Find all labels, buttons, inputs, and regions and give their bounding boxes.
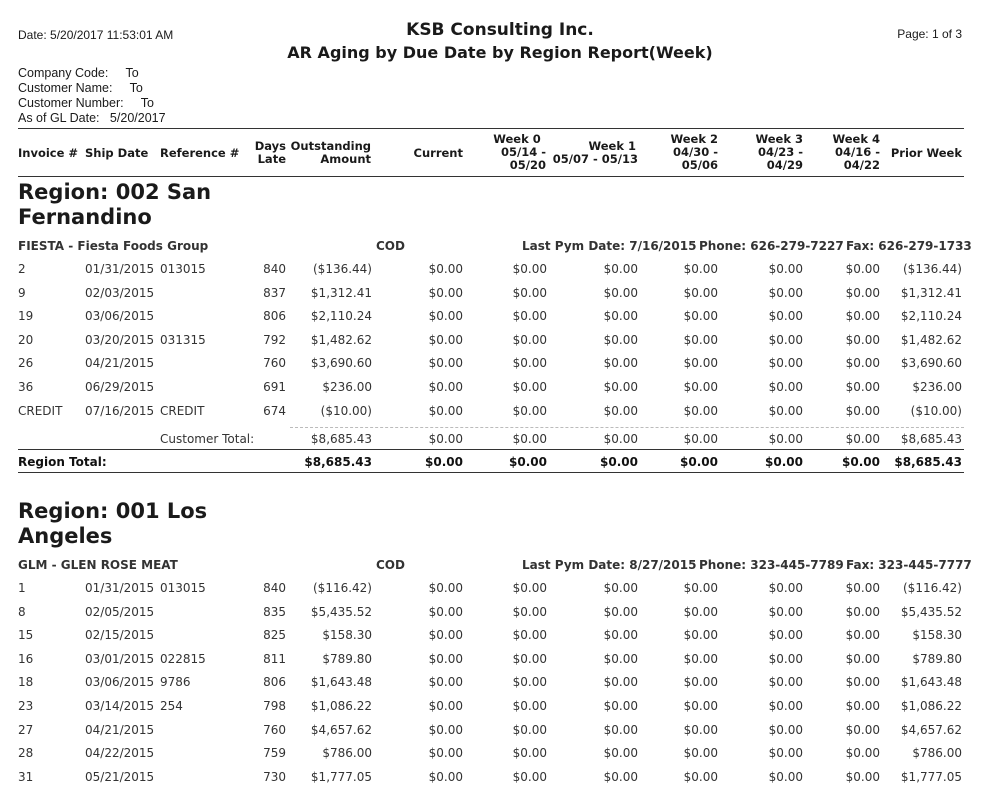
cell-out: $2,110.24 (310, 309, 372, 324)
cell-cur: $0.00 (428, 403, 463, 418)
cell-ref: 9786 (160, 675, 191, 690)
cell-inv: 1 (18, 581, 26, 595)
cell-ref: CREDIT (160, 403, 205, 418)
cell-out: $1,482.62 (310, 332, 372, 347)
table-row (0, 605, 1000, 625)
cell-out: $789.80 (322, 651, 372, 666)
col-week-0: Week 0 05/14 - 05/20 (493, 132, 546, 172)
cell-cur: $0.00 (428, 332, 463, 347)
cell-w1: $0.00 (603, 332, 638, 347)
cell-inv: 23 (18, 699, 34, 713)
cell-w1: $0.00 (603, 651, 638, 666)
table-row (0, 723, 1000, 743)
cell-w0: $0.00 (512, 604, 547, 619)
cell-cur: $0.00 (428, 356, 463, 371)
cell-cur: $0.00 (428, 581, 463, 595)
cell-inv: 28 (18, 746, 34, 761)
cell-days: 837 (263, 285, 286, 300)
customer-terms: COD (376, 558, 405, 572)
cell-out: ($10.00) (320, 403, 372, 418)
cell-w1: $0.00 (603, 309, 638, 324)
cell-w4: $0.00 (845, 285, 880, 300)
cell-inv: 18 (18, 675, 34, 690)
cell-prior: $1,312.41 (900, 285, 962, 300)
cell-w2: $0.00 (683, 403, 718, 418)
cell-out: $1,312.41 (310, 285, 372, 300)
cell-w2: $0.00 (683, 604, 718, 619)
cell-prior: $236.00 (912, 380, 962, 394)
customer-name: GLM - GLEN ROSE MEAT (18, 558, 178, 572)
cell-w4: $0.00 (845, 628, 880, 643)
cell-days: 730 (263, 769, 286, 784)
cell-days: 840 (263, 581, 286, 595)
cell-ship: 03/01/2015 (85, 651, 155, 666)
cell-inv: 15 (18, 628, 34, 643)
cell-ref: 031315 (160, 332, 206, 347)
cell-cur: $0.00 (428, 675, 463, 690)
cell-inv: 16 (18, 651, 34, 666)
customer-terms: COD (376, 239, 405, 253)
customer-total-row: Customer Total: $8,685.43 $0.00 $0.00 $0.00 $0.00 $0.00 $0.00 $8,685.43 (160, 432, 962, 446)
header-bottom-rule (18, 176, 964, 177)
cell-w1: $0.00 (603, 403, 638, 418)
customer-last-payment: Last Pym Date: 8/27/2015 (522, 558, 697, 572)
cell-w2: $0.00 (683, 769, 718, 784)
cell-inv: 26 (18, 356, 34, 371)
cell-ship: 03/20/2015 (85, 332, 155, 347)
cell-out: $236.00 (322, 380, 372, 394)
region-total-label: Region Total: (18, 455, 107, 469)
cell-ship: 04/22/2015 (85, 746, 155, 761)
cell-w4: $0.00 (845, 262, 880, 276)
cell-w4: $0.00 (845, 651, 880, 666)
cell-w3: $0.00 (768, 746, 803, 761)
cell-inv: 31 (18, 769, 34, 784)
cell-days: 825 (263, 628, 286, 643)
cell-out: $1,643.48 (310, 675, 372, 690)
cell-days: 760 (263, 356, 286, 371)
col-invoice: Invoice # (18, 146, 79, 160)
table-row (0, 404, 1000, 424)
cell-w2: $0.00 (683, 380, 718, 394)
cell-w0: $0.00 (512, 675, 547, 690)
cell-prior: $1,777.05 (900, 769, 962, 784)
cell-w2: $0.00 (683, 356, 718, 371)
cell-cur: $0.00 (428, 262, 463, 276)
customer-name: FIESTA - Fiesta Foods Group (18, 239, 209, 253)
subtotal-divider (290, 427, 964, 428)
cell-cur: $0.00 (428, 769, 463, 784)
cell-w3: $0.00 (768, 262, 803, 276)
cell-w3: $0.00 (768, 332, 803, 347)
cell-days: 691 (263, 380, 286, 394)
cell-w0: $0.00 (512, 403, 547, 418)
cell-w3: $0.00 (768, 380, 803, 394)
cell-w0: $0.00 (512, 699, 547, 713)
report-date: Date: 5/20/2017 11:53:01 AM (18, 28, 174, 42)
cell-ship: 02/03/2015 (85, 285, 155, 300)
table-row (0, 699, 1000, 719)
col-week-4: Week 4 04/16 - 04/22 (832, 132, 880, 172)
cell-w4: $0.00 (845, 675, 880, 690)
cell-out: $4,657.62 (310, 722, 372, 737)
cell-ref: 013015 (160, 262, 206, 276)
cell-out: $158.30 (322, 628, 372, 643)
cell-cur: $0.00 (428, 746, 463, 761)
customer-phone: Phone: 626-279-7227 (699, 239, 844, 253)
cell-prior: ($136.44) (903, 262, 962, 276)
cell-prior: $1,482.62 (900, 332, 962, 347)
cell-w1: $0.00 (603, 285, 638, 300)
cell-w0: $0.00 (512, 285, 547, 300)
cell-w0: $0.00 (512, 309, 547, 324)
report-title: AR Aging by Due Date by Region Report(Week) (287, 43, 713, 62)
col-days-late: Days Late (254, 139, 286, 166)
cell-ref: 022815 (160, 651, 206, 666)
cell-w2: $0.00 (683, 675, 718, 690)
cell-prior: ($116.42) (903, 581, 962, 595)
cell-w0: $0.00 (512, 356, 547, 371)
cell-w3: $0.00 (768, 699, 803, 713)
cell-w2: $0.00 (683, 628, 718, 643)
cell-ship: 04/21/2015 (85, 722, 155, 737)
cell-out: $786.00 (322, 746, 372, 761)
cell-w2: $0.00 (683, 262, 718, 276)
report-parameters (18, 66, 166, 126)
cell-w3: $0.00 (768, 675, 803, 690)
cell-w4: $0.00 (845, 699, 880, 713)
param-customer-number: Customer Number: To (18, 96, 154, 110)
col-reference: Reference # (160, 146, 240, 160)
cell-w4: $0.00 (845, 380, 880, 394)
cell-inv: 36 (18, 380, 34, 394)
cell-w1: $0.00 (603, 722, 638, 737)
cell-inv: 9 (18, 285, 26, 300)
cell-prior: $4,657.62 (900, 722, 962, 737)
cell-ship: 02/05/2015 (85, 604, 155, 619)
cell-days: 759 (263, 746, 286, 761)
cell-w4: $0.00 (845, 403, 880, 418)
cell-w3: $0.00 (768, 628, 803, 643)
cell-w0: $0.00 (512, 722, 547, 737)
cell-w0: $0.00 (512, 262, 547, 276)
col-prior-week: Prior Week (890, 146, 962, 160)
cell-days: 835 (263, 604, 286, 619)
cell-cur: $0.00 (428, 285, 463, 300)
cell-prior: $5,435.52 (900, 604, 962, 619)
cell-w3: $0.00 (768, 722, 803, 737)
cell-days: 792 (263, 332, 286, 347)
cell-w3: $0.00 (768, 604, 803, 619)
cell-ship: 05/21/2015 (85, 769, 155, 784)
cell-days: 806 (263, 675, 286, 690)
table-row (0, 581, 1000, 601)
cell-cur: $0.00 (428, 722, 463, 737)
cell-days: 760 (263, 722, 286, 737)
cell-ship: 06/29/2015 (85, 380, 155, 394)
cell-w1: $0.00 (603, 699, 638, 713)
cell-w1: $0.00 (603, 675, 638, 690)
cell-w4: $0.00 (845, 332, 880, 347)
cell-prior: $789.80 (912, 651, 962, 666)
cell-prior: $2,110.24 (900, 309, 962, 324)
company-name: KSB Consulting Inc. (406, 20, 594, 40)
cell-w0: $0.00 (512, 746, 547, 761)
cell-out: ($136.44) (313, 262, 372, 276)
cell-out: $3,690.60 (310, 356, 372, 371)
cell-w3: $0.00 (768, 769, 803, 784)
table-row (0, 333, 1000, 353)
cell-w2: $0.00 (683, 332, 718, 347)
cell-days: 674 (263, 403, 286, 418)
table-row (0, 309, 1000, 329)
cell-w0: $0.00 (512, 380, 547, 394)
region-total-top-rule (18, 449, 964, 450)
cell-w1: $0.00 (603, 746, 638, 761)
region-title: Region: 001 Los Angeles (18, 499, 208, 548)
cell-w0: $0.00 (512, 581, 547, 595)
cell-ref: 254 (160, 699, 183, 713)
cell-w2: $0.00 (683, 722, 718, 737)
cell-w1: $0.00 (603, 262, 638, 276)
col-week-1: Week 1 05/07 - 05/13 (552, 139, 638, 166)
cell-ship: 01/31/2015 (85, 581, 155, 595)
cell-w4: $0.00 (845, 604, 880, 619)
cell-days: 806 (263, 309, 286, 324)
table-row (0, 356, 1000, 376)
col-current: Current (413, 146, 463, 160)
col-week-3: Week 3 04/23 - 04/29 (755, 132, 803, 172)
cell-w2: $0.00 (683, 746, 718, 761)
table-row (0, 628, 1000, 648)
cell-inv: 2 (18, 262, 26, 276)
table-row (0, 746, 1000, 766)
cell-w4: $0.00 (845, 722, 880, 737)
customer-phone: Phone: 323-445-7789 (699, 558, 844, 572)
cell-w4: $0.00 (845, 769, 880, 784)
cell-w1: $0.00 (603, 769, 638, 784)
cell-w2: $0.00 (683, 699, 718, 713)
cell-inv: 27 (18, 722, 34, 737)
header-top-rule (18, 128, 964, 129)
cell-w0: $0.00 (512, 628, 547, 643)
col-ship-date: Ship Date (85, 146, 149, 160)
cell-cur: $0.00 (428, 604, 463, 619)
cell-w0: $0.00 (512, 769, 547, 784)
cell-inv: 19 (18, 309, 34, 324)
param-customer-name: Customer Name: To (18, 81, 143, 95)
cell-prior: $3,690.60 (900, 356, 962, 371)
cell-days: 798 (263, 699, 286, 713)
cell-w4: $0.00 (845, 581, 880, 595)
cell-prior: ($10.00) (910, 403, 962, 418)
cell-ship: 07/16/2015 (85, 403, 155, 418)
cell-w3: $0.00 (768, 285, 803, 300)
table-row (0, 675, 1000, 695)
table-row (0, 286, 1000, 306)
customer-fax: Fax: 323-445-7777 (846, 558, 972, 572)
table-row (0, 262, 1000, 282)
cell-cur: $0.00 (428, 380, 463, 394)
cell-w3: $0.00 (768, 403, 803, 418)
cell-inv: 20 (18, 332, 34, 347)
customer-total-label: Customer Total: (160, 432, 255, 446)
cell-inv: 8 (18, 604, 26, 619)
cell-w2: $0.00 (683, 581, 718, 595)
cell-ship: 03/06/2015 (85, 675, 155, 690)
cell-w3: $0.00 (768, 356, 803, 371)
customer-fax: Fax: 626-279-1733 (846, 239, 972, 253)
cell-cur: $0.00 (428, 309, 463, 324)
customer-last-payment: Last Pym Date: 7/16/2015 (522, 239, 697, 253)
table-row (0, 652, 1000, 672)
page-number: Page: 1 of 3 (897, 27, 962, 41)
cell-out: $1,777.05 (310, 769, 372, 784)
cell-days: 840 (263, 262, 286, 276)
cell-prior: $158.30 (912, 628, 962, 643)
region-title: Region: 002 San Fernandino (18, 180, 212, 229)
cell-w1: $0.00 (603, 628, 638, 643)
cell-w4: $0.00 (845, 356, 880, 371)
cell-ref: 013015 (160, 581, 206, 595)
cell-w2: $0.00 (683, 285, 718, 300)
table-row (0, 770, 1000, 790)
cell-w0: $0.00 (512, 332, 547, 347)
col-outstanding: Outstanding Amount (290, 139, 371, 166)
cell-w1: $0.00 (603, 604, 638, 619)
cell-inv: CREDIT (18, 403, 63, 418)
cell-ship: 03/14/2015 (85, 699, 155, 713)
cell-w1: $0.00 (603, 581, 638, 595)
cell-w3: $0.00 (768, 651, 803, 666)
cell-out: $5,435.52 (310, 604, 372, 619)
cell-cur: $0.00 (428, 699, 463, 713)
cell-ship: 01/31/2015 (85, 262, 155, 276)
cell-out: $1,086.22 (310, 699, 372, 713)
cell-days: 811 (263, 651, 286, 666)
cell-w2: $0.00 (683, 309, 718, 324)
col-week-2: Week 2 04/30 - 05/06 (670, 132, 718, 172)
cell-prior: $1,643.48 (900, 675, 962, 690)
cell-w3: $0.00 (768, 309, 803, 324)
cell-prior: $1,086.22 (900, 699, 962, 713)
cell-w1: $0.00 (603, 356, 638, 371)
cell-w1: $0.00 (603, 380, 638, 394)
cell-w3: $0.00 (768, 581, 803, 595)
cell-out: ($116.42) (313, 581, 372, 595)
cell-ship: 02/15/2015 (85, 628, 155, 643)
cell-ship: 04/21/2015 (85, 356, 155, 371)
cell-cur: $0.00 (428, 628, 463, 643)
cell-cur: $0.00 (428, 651, 463, 666)
cell-prior: $786.00 (912, 746, 962, 761)
cell-w0: $0.00 (512, 651, 547, 666)
param-gl-date: As of GL Date: 5/20/2017 (18, 111, 166, 125)
region-total-bottom-rule (18, 472, 964, 473)
cell-ship: 03/06/2015 (85, 309, 155, 324)
cell-w4: $0.00 (845, 746, 880, 761)
cell-w4: $0.00 (845, 309, 880, 324)
cell-w2: $0.00 (683, 651, 718, 666)
param-company-code: Company Code: To (18, 66, 139, 80)
region-total-row: Region Total: $8,685.43 $0.00 $0.00 $0.00 $0.00 $0.00 $0.00 $8,685.43 (18, 455, 962, 469)
table-row (0, 380, 1000, 400)
